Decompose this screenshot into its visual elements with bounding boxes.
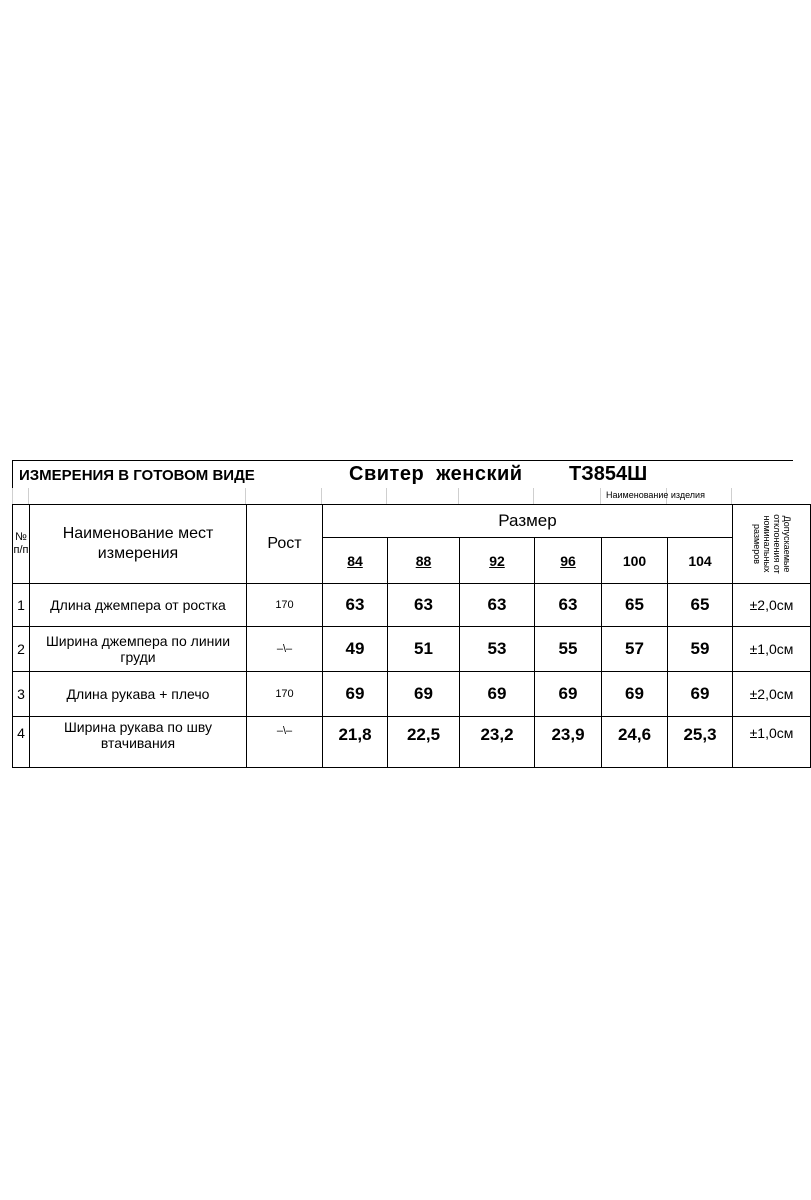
- table-row: [13, 584, 811, 627]
- caption-row: [12, 488, 792, 504]
- header-name: Наименование мест измерения: [30, 505, 247, 584]
- row-height: 170: [247, 672, 323, 717]
- row-value: 69: [388, 672, 460, 717]
- row-value: 59: [668, 627, 733, 672]
- row-value: 51: [388, 627, 460, 672]
- product-code: ТЗ854Ш: [569, 463, 648, 485]
- table-row: [13, 627, 811, 672]
- table-row: [13, 672, 811, 717]
- size-label: 96: [535, 538, 602, 584]
- header-row: [13, 505, 811, 538]
- row-value: 23,9: [535, 717, 602, 768]
- row-value: 55: [535, 627, 602, 672]
- row-height: –\–: [247, 717, 323, 768]
- row-value: 57: [602, 627, 668, 672]
- header-tolerance: [733, 505, 811, 584]
- header-number: № п/п: [13, 505, 30, 584]
- row-value: 53: [460, 627, 535, 672]
- size-label: 88: [388, 538, 460, 584]
- row-tolerance: ±1,0см: [733, 627, 811, 672]
- row-value: 63: [460, 584, 535, 627]
- measurement-table: [12, 504, 811, 768]
- row-value: 23,2: [460, 717, 535, 768]
- row-value: 21,8: [323, 717, 388, 768]
- row-number: 1: [13, 584, 30, 627]
- row-value: 24,6: [602, 717, 668, 768]
- row-name: Ширина джемпера по линии груди: [30, 627, 247, 672]
- header-height: Рост: [247, 505, 323, 584]
- row-value: 22,5: [388, 717, 460, 768]
- row-value: 69: [602, 672, 668, 717]
- size-label: 100: [602, 538, 668, 584]
- table-row: [13, 717, 811, 768]
- row-value: 69: [535, 672, 602, 717]
- row-name: Ширина рукава по шву втачивания: [30, 717, 247, 768]
- row-number: 2: [13, 627, 30, 672]
- row-value: 65: [602, 584, 668, 627]
- row-value: 69: [323, 672, 388, 717]
- row-height: –\–: [247, 627, 323, 672]
- product-name: Свитер женский: [349, 463, 523, 485]
- product-caption: Наименование изделия: [606, 490, 705, 500]
- row-height: 170: [247, 584, 323, 627]
- title-bar: [12, 460, 793, 489]
- row-tolerance: ±2,0см: [733, 672, 811, 717]
- row-number: 3: [13, 672, 30, 717]
- measurement-sheet: [0, 460, 800, 751]
- row-number: 4: [13, 717, 30, 768]
- row-tolerance: ±1,0см: [733, 717, 811, 768]
- row-value: 63: [323, 584, 388, 627]
- row-name: Длина джемпера от ростка: [30, 584, 247, 627]
- row-value: 25,3: [668, 717, 733, 768]
- tolerance-label: Допускаемые отклонения от номинальных размеров: [751, 514, 792, 574]
- measurements-title: ИЗМЕРЕНИЯ В ГОТОВОМ ВИДЕ: [19, 467, 255, 484]
- size-label: 104: [668, 538, 733, 584]
- size-label: 84: [323, 538, 388, 584]
- size-label: 92: [460, 538, 535, 584]
- row-value: 49: [323, 627, 388, 672]
- row-value: 63: [535, 584, 602, 627]
- header-size-group: Размер: [323, 505, 733, 538]
- row-value: 69: [460, 672, 535, 717]
- row-value: 63: [388, 584, 460, 627]
- row-value: 69: [668, 672, 733, 717]
- row-tolerance: ±2,0см: [733, 584, 811, 627]
- row-name: Длина рукава + плечо: [30, 672, 247, 717]
- row-value: 65: [668, 584, 733, 627]
